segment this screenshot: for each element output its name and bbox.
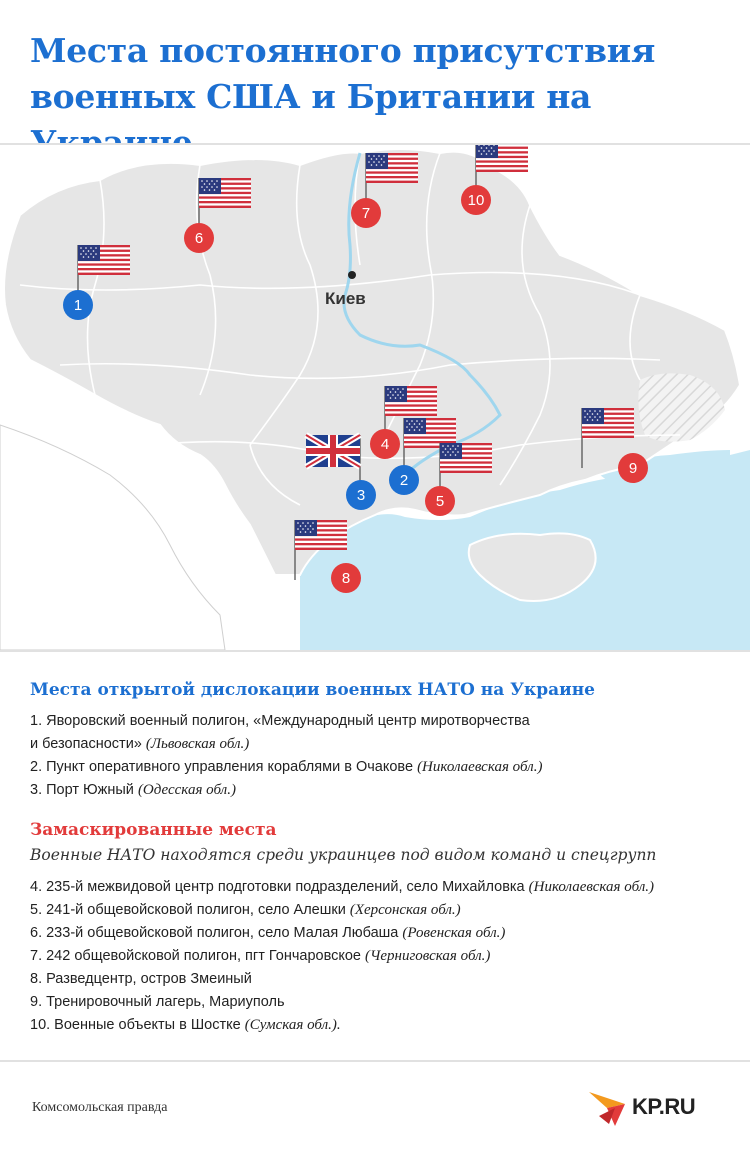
svg-text:4: 4 — [380, 436, 390, 453]
svg-text:8: 8 — [341, 570, 351, 587]
marker-1 — [63, 290, 93, 320]
list-item: 10. Военные объекты в Шостке (Сумская обл.). — [30, 1017, 341, 1033]
marker-4 — [370, 429, 400, 459]
svg-text:1: 1 — [73, 297, 83, 314]
page-title: Места постоянного присутствия военных США и Британии на — [30, 31, 656, 116]
marker-3 — [346, 480, 376, 510]
logo-text[interactable]: KP.RU — [632, 1094, 696, 1119]
hidden-section-title: Замаскированные места — [30, 820, 277, 840]
svg-text:2: 2 — [399, 472, 409, 489]
svg-text:3: 3 — [356, 487, 366, 504]
capital-dot — [348, 271, 356, 279]
list-item: 7. 242 общевойсковой полигон, пгт Гончаровское (Черниговская обл.) — [30, 948, 491, 964]
divider — [0, 650, 750, 652]
list-item: 4. 235-й межвидовой центр подготовки подразделений, село Михайловка (Николаевская обл.) — [30, 879, 655, 895]
list-item: 2. Пункт оперативного управления кораблями в Очакове (Николаевская обл.) — [30, 759, 543, 775]
open-section-title: Места открытой дислокации военных НАТО на Украине — [30, 680, 595, 700]
hidden-section-subtitle: Военные НАТО находятся среди украинцев под видом команд и спецгрупп — [30, 846, 657, 864]
divider — [0, 1060, 750, 1062]
svg-text:9: 9 — [628, 460, 638, 477]
open-list — [30, 710, 730, 802]
list-item: 9. Тренировочный лагерь, Мариуполь — [30, 994, 285, 1010]
list-item: 8. Разведцентр, остров Змеиный — [30, 971, 252, 987]
svg-text:7: 7 — [361, 205, 371, 222]
ukraine-map — [0, 145, 750, 650]
list-item: 5. 241-й общевойсковой полигон, село Алешки (Херсонская обл.) — [30, 902, 461, 918]
hidden-list — [30, 876, 730, 1037]
marker-5 — [425, 486, 455, 516]
svg-text:5: 5 — [435, 493, 445, 510]
marker-7 — [351, 198, 381, 228]
marker-2 — [389, 465, 419, 495]
list-item: 3. Порт Южный (Одесская обл.) — [30, 782, 236, 798]
svg-text:6: 6 — [194, 230, 204, 247]
marker-9 — [618, 453, 648, 483]
marker-6 — [184, 223, 214, 253]
svg-text:10: 10 — [467, 192, 485, 209]
list-item: 6. 233-й общевойсковой полигон, село Малая Любаша (Ровенская обл.) — [30, 925, 506, 941]
publisher-name: Комсомольская правда — [32, 1100, 168, 1115]
marker-8 — [331, 563, 361, 593]
list-item: 1. Яворовский военный полигон, «Международный центр миротворчества и безопасности» (Львовская обл.) — [30, 713, 530, 752]
capital-label: Киев — [325, 289, 366, 308]
marker-10 — [461, 185, 491, 215]
legend — [30, 680, 730, 1037]
